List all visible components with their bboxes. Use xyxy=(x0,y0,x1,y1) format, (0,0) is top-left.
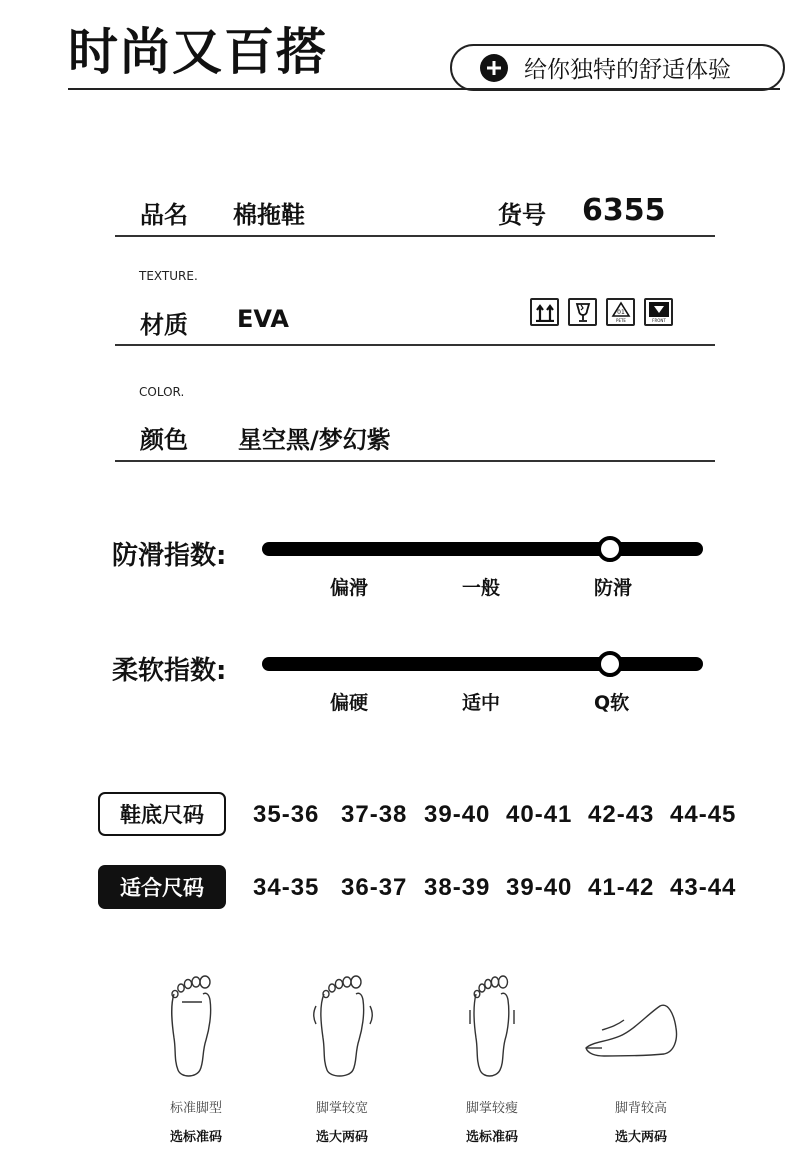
anti-slip-tick-high: 防滑 xyxy=(594,577,633,599)
name-value: 棉拖鞋 xyxy=(233,201,305,229)
sole-size-label: 鞋底尺码 xyxy=(98,792,226,836)
anti-slip-tick-mid: 一般 xyxy=(462,577,501,599)
foot-advice: 选大两码 xyxy=(614,1130,667,1145)
fragile-icon xyxy=(568,298,597,326)
fit-size-cell: 34-35 xyxy=(253,874,320,901)
recycle-icon-label: PETE xyxy=(615,318,626,323)
material-value: EVA xyxy=(237,305,289,333)
fit-size-label: 适合尺码 xyxy=(98,865,226,909)
anti-slip-indicator xyxy=(597,536,623,562)
anti-slip-track xyxy=(262,542,703,556)
fit-size-cell: 39-40 xyxy=(506,874,573,901)
fit-size-cell: 36-37 xyxy=(341,874,408,901)
plus-icon xyxy=(480,54,508,82)
texture-en-label: TEXTURE. xyxy=(139,269,198,283)
foot-caption: 脚背较高 xyxy=(614,1101,667,1116)
color-value: 星空黑/梦幻紫 xyxy=(238,426,391,454)
anti-slip-label: 防滑指数: xyxy=(112,541,227,571)
recycle-icon xyxy=(606,298,635,326)
foot-caption: 标准脚型 xyxy=(169,1101,222,1116)
svg-text:01: 01 xyxy=(616,309,625,316)
softness-tick-mid: 适中 xyxy=(462,692,501,714)
sole-size-cell: 35-36 xyxy=(253,801,320,828)
fit-size-cell: 41-42 xyxy=(588,874,655,901)
softness-tick-low: 偏硬 xyxy=(330,692,369,714)
foot-caption: 脚掌较宽 xyxy=(315,1101,368,1116)
softness-track xyxy=(262,657,703,671)
anti-slip-tick-low: 偏滑 xyxy=(330,577,369,599)
material-label: 材质 xyxy=(140,311,188,339)
row-divider xyxy=(115,344,715,346)
front-icon-label: FRONT xyxy=(651,318,666,323)
foot-caption: 脚掌较瘦 xyxy=(465,1101,518,1116)
high-arch-foot-icon xyxy=(582,1000,686,1066)
sole-size-cell: 42-43 xyxy=(588,801,655,828)
sole-size-cell: 39-40 xyxy=(424,801,491,828)
sole-size-cell: 37-38 xyxy=(341,801,408,828)
foot-advice: 选大两码 xyxy=(315,1130,368,1145)
feature-badge xyxy=(450,44,785,91)
name-label: 品名 xyxy=(140,201,188,229)
front-arrow-icon xyxy=(644,298,673,326)
sole-size-cell: 44-45 xyxy=(670,801,737,828)
color-en-label: COLOR. xyxy=(139,385,185,399)
fit-size-cell: 43-44 xyxy=(670,874,737,901)
foot-advice: 选标准码 xyxy=(169,1130,222,1145)
standard-foot-icon xyxy=(162,972,222,1084)
softness-indicator xyxy=(597,651,623,677)
page-title: 时尚又百搭 xyxy=(68,23,328,81)
foot-advice: 选标准码 xyxy=(465,1130,518,1145)
narrow-foot-icon xyxy=(462,972,522,1084)
care-icons xyxy=(530,298,673,326)
badge-text: 给你独特的舒适体验 xyxy=(524,57,731,83)
row-divider xyxy=(115,460,715,462)
wide-foot-icon xyxy=(312,972,374,1084)
sole-size-cell: 40-41 xyxy=(506,801,573,828)
this-side-up-icon xyxy=(530,298,559,326)
code-label: 货号 xyxy=(498,201,546,229)
fit-size-cell: 38-39 xyxy=(424,874,491,901)
header-divider xyxy=(68,88,780,90)
softness-tick-high: Q软 xyxy=(594,692,630,714)
softness-label: 柔软指数: xyxy=(112,656,227,686)
code-value: 6355 xyxy=(582,193,666,228)
row-divider xyxy=(115,235,715,237)
color-label: 颜色 xyxy=(140,426,188,454)
